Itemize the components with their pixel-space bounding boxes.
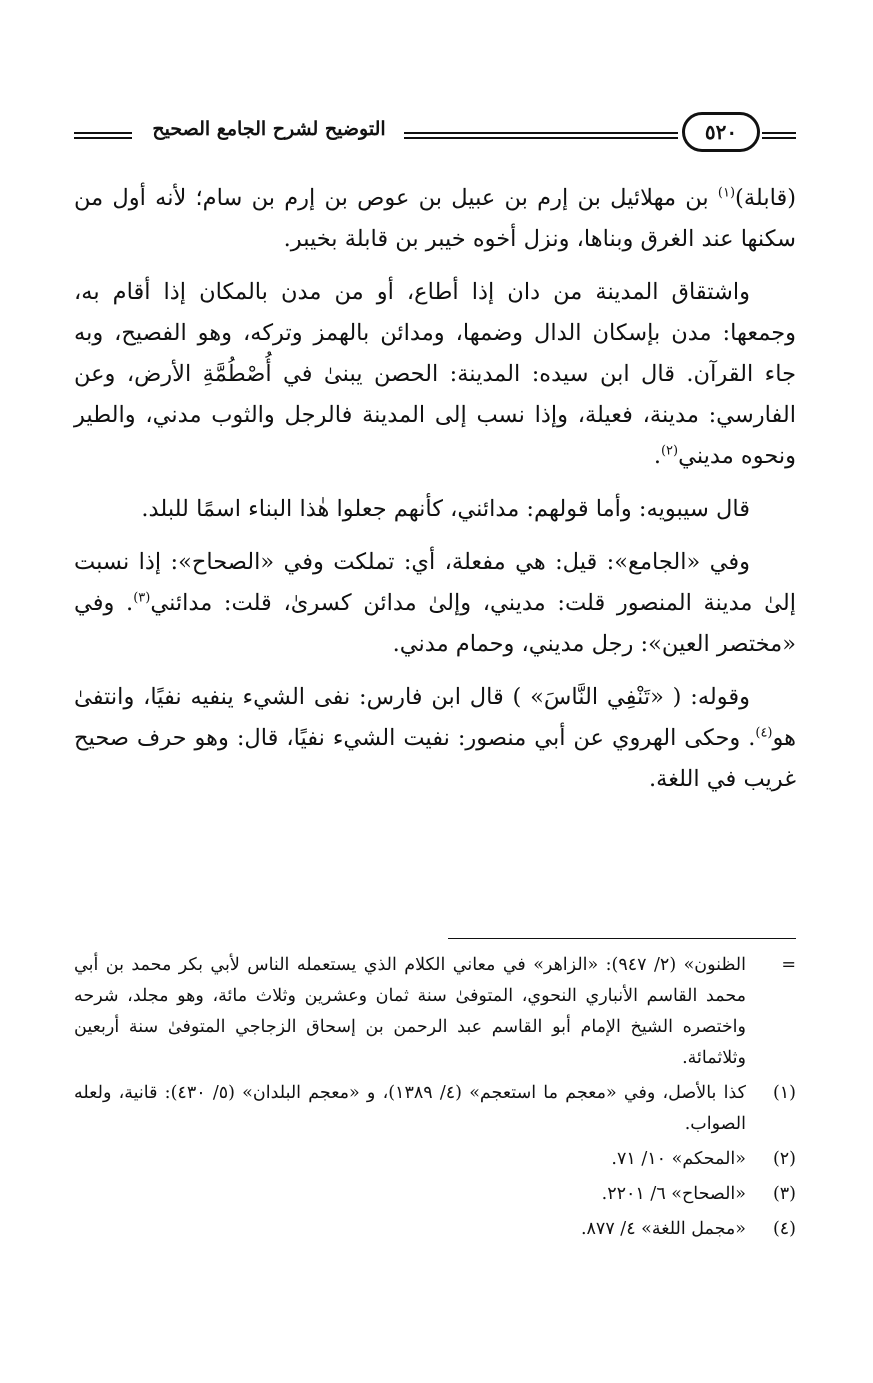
paragraph-1-start: (قابلة) — [735, 185, 796, 211]
footnote-4-text: «مجمل اللغة» ٤/ ٨٧٧. — [580, 1219, 746, 1239]
paragraph-4 — [74, 542, 796, 665]
footnote-2-mark: (٢) — [772, 1149, 796, 1169]
footnote-ref-2: (٢) — [660, 443, 679, 459]
paragraph-2-start: واشتقاق المدينة من دان إذا أطاع، أو من مدن بالمكان إذا أقام به، وجمعها: مدن بإسكان الدال وضمها، ومدائن بالهمز وتركه، وهو الفصيح، وبه جاء القرآن. قال ابن سيده: المدينة: الحصن يبنىٰ في أُصْطُمَّةِ الأرض، وعن الفارسي: مدينة، فعيلة، وإذا نسب إلى المدينة فالرجل والثوب مدني، والطير ونحوه مديني — [74, 279, 796, 469]
paragraph-1 — [74, 178, 796, 260]
footnote-continued-mark: = — [781, 955, 796, 975]
footnote-ref-4: (٤) — [755, 725, 773, 741]
main-text — [74, 178, 796, 812]
footnote-2 — [74, 1144, 796, 1175]
footnote-3 — [74, 1179, 796, 1210]
paragraph-4-rest: . وفي «مختصر العين»: رجل مديني، وحمام مدني. — [74, 590, 796, 657]
footnote-3-mark: (٣) — [772, 1184, 796, 1204]
header-rule-middle — [404, 132, 678, 139]
paragraph-5-start: وقوله: ( «تَنْفِي النَّاسَ» ) قال ابن فارس: نفى الشيء ينفيه نفيًا، وانتفىٰ هو — [74, 684, 796, 751]
footnote-1-text: كذا بالأصل، وفي «معجم ما استعجم» (٤/ ١٣٨٩)، و «معجم البلدان» (٥/ ٤٣٠): قانية، ولعله الصواب. — [74, 1083, 747, 1134]
paragraph-2 — [74, 272, 796, 477]
footnote-ref-3: (٣) — [133, 590, 151, 606]
header-rule-right — [762, 132, 796, 139]
paragraph-4-start: وفي «الجامع»: قيل: هي مفعلة، أي: تملكت وفي «الصحاح»: إذا نسبت إلىٰ مدينة المنصور قلت: مديني، وإلىٰ مدائن كسرىٰ، قلت: مدائني — [74, 549, 796, 616]
footnote-2-text: «المحكم» ١٠/ ٧١. — [611, 1149, 746, 1169]
page-header — [74, 112, 796, 160]
footnote-continued — [74, 950, 796, 1074]
footnote-ref-1: (١) — [717, 185, 736, 201]
footnote-4-mark: (٤) — [772, 1219, 796, 1239]
footnote-3-text: «الصحاح» ٦/ ٢٢٠١. — [601, 1184, 746, 1204]
paragraph-5 — [74, 677, 796, 800]
footnote-1-mark: (١) — [772, 1083, 796, 1103]
paragraph-2-rest: . — [653, 443, 661, 469]
footnote-1 — [74, 1078, 796, 1140]
footnotes — [74, 950, 796, 1249]
paragraph-1-rest: بن مهلائيل بن إرم بن عبيل بن عوص بن إرم بن سام؛ لأنه أول من سكنها عند الغرق وبناها، ونزل أخوه خيبر بن قابلة بخيبر. — [74, 185, 796, 252]
footnote-continued-text: الظنون» (٢/ ٩٤٧): «الزاهر» في معاني الكلام الذي يستعمله الناس لأبي بكر محمد بن أبي محمد القاسم الأنباري النحوي، المتوفىٰ سنة ثمان وعشرين وثلاث مائة، وهو مجلد، شرحه واختصره الشيخ الإمام أبو القاسم عبد الرحمن بن إسحاق الزجاجي المتوفىٰ سنة أربعين وثلاثمائة. — [74, 955, 746, 1068]
footnote-4 — [74, 1214, 796, 1245]
paragraph-3: قال سيبويه: وأما قولهم: مدائني، كأنهم جعلوا هٰذا البناء اسمًا للبلد. — [141, 496, 750, 522]
page-number: ٥٢٠ — [682, 112, 760, 152]
running-title: التوضيح لشرح الجامع الصحيح — [152, 118, 386, 140]
paragraph-5-rest: . وحكى الهروي عن أبي منصور: نفيت الشيء نفيًا، قال: وهو حرف صحيح غريب في اللغة. — [74, 725, 796, 792]
footnote-separator — [448, 938, 796, 939]
header-rule-left — [74, 132, 132, 139]
